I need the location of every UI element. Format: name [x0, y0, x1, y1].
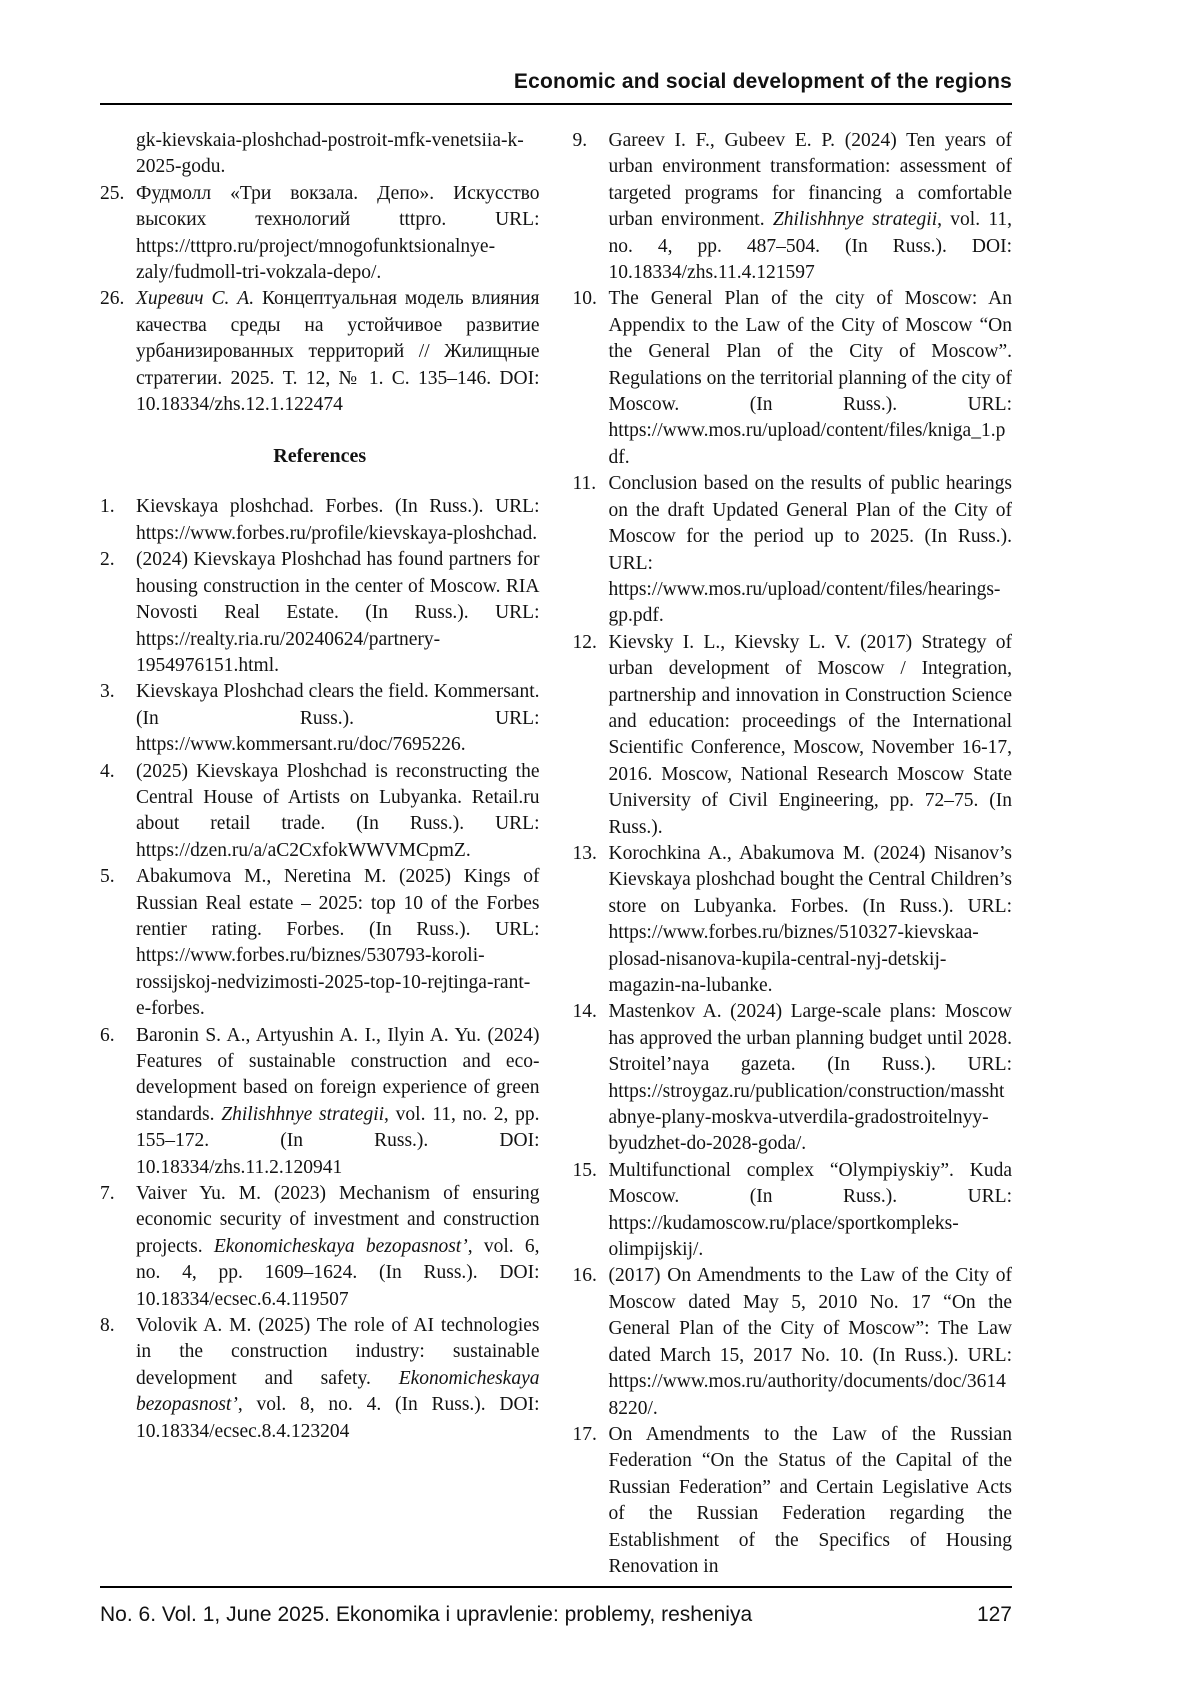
- reference-text: [609, 630, 1013, 841]
- reference-text: [609, 1422, 1013, 1580]
- reference-text: [136, 181, 540, 287]
- reference-number: 6.: [100, 1024, 115, 1046]
- reference-number: 9.: [572, 130, 588, 151]
- reference-text-segment: The General Plan of the city of Moscow: An Appendix to the Law of the City of Moscow “On the General Plan of the City of Moscow”. Regulations on the territorial planning of the city of Moscow. (In Russ.). URL: https://www.mos.ru/upload/content/files/kniga_1.pdf.: [608, 288, 1012, 468]
- reference-text-segment: Vaiver Yu. M. (2023) Mechanism of ensuring economic security of investment and construction projects.: [136, 1183, 540, 1257]
- reference-text: [609, 286, 1013, 471]
- reference-text-segment: Conclusion based on the results of public hearings on the draft Updated General Plan of the City of Moscow for the period up to 2025. (In Russ.). URL: https://www.mos.ru/upload/content/files/hearings-gp.pdf.: [608, 473, 1012, 627]
- reference-text-segment: (2024) Kievskaya Ploshchad has found partners for housing construction in the center of Moscow. RIA Novosti Real Estate. (In Russ.). URL: https://realty.ria.ru/20240624/partnery-1954976151.html.: [136, 549, 540, 676]
- reference-text: [609, 128, 1013, 286]
- reference-text-segment: Mastenkov A. (2024) Large-scale plans: Moscow has approved the urban planning budget until 2028. Stroitel’naya gazeta. (In Russ.). URL: https://stroygaz.ru/publication/construction/masshtabnye-plany-moskva-utverdila-gradostroitelnyy-byudzhet-do-2028-goda/.: [608, 1001, 1012, 1155]
- reference-item: [100, 759, 540, 865]
- reference-number: 16.: [572, 1265, 597, 1287]
- reference-text: [609, 841, 1013, 999]
- reference-item: [573, 1422, 1013, 1580]
- reference-number: 13.: [572, 842, 597, 864]
- reference-text: [136, 864, 540, 1022]
- reference-text: [136, 1023, 540, 1181]
- reference-text-segment: Kievskaya ploshchad. Forbes. (In Russ.). URL: https://www.forbes.ru/profile/kievskaya-ploshchad.: [136, 496, 540, 544]
- reference-item: [100, 286, 540, 418]
- reference-number: 17.: [572, 1423, 597, 1445]
- references-columns: [100, 128, 1012, 1580]
- reference-number: 8.: [100, 1315, 115, 1337]
- reference-text: [609, 1263, 1013, 1421]
- reference-text-segment: On Amendments to the Law of the Russian Federation “On the Status of the Capital of the Russian Federation” and Certain Legislative Acts of the Russian Federation regarding the Establishment of the Specifics of Housing Renovation in: [608, 1423, 1012, 1577]
- reference-text-segment: , vol. 8, no. 4. (In Russ.). DOI: 10.18334/ecsec.8.4.123204: [136, 1394, 540, 1442]
- reference-item: [100, 547, 540, 679]
- reference-number: 12.: [572, 631, 597, 653]
- reference-item: [573, 471, 1013, 629]
- reference-item: [100, 181, 540, 287]
- reference-item: [100, 1181, 540, 1313]
- page-header: [100, 70, 1012, 105]
- page-number: 127: [976, 1603, 1012, 1626]
- reference-number: 7.: [100, 1183, 115, 1205]
- reference-text-italic-segment: Ekonomicheskaya bezopasnost’: [136, 1367, 540, 1416]
- reference-text: [136, 128, 540, 181]
- reference-text-italic-segment: Ekonomicheskaya bezopasnost’: [213, 1235, 468, 1257]
- reference-text-italic-segment: Хиревич С. А.: [136, 288, 255, 310]
- reference-continuation: [100, 128, 540, 181]
- reference-text-segment: Baronin S. A., Artyushin A. I., Ilyin A. Yu. (2024) Features of sustainable construction and eco-development based on foreign experience of green standards.: [136, 1024, 540, 1125]
- reference-number: [100, 128, 136, 181]
- reference-item: [100, 1313, 540, 1445]
- reference-number: 11.: [572, 473, 597, 495]
- footer-row: [100, 1603, 1012, 1627]
- reference-text-segment: Фудмолл «Три вокзала. Депо». Искусство высоких технологий tttpro. URL: https://tttpro.ru/project/mnogofunktsionalnye-zaly/fudmoll-tri-vokzala-depo/.: [136, 182, 540, 284]
- reference-text: [136, 759, 540, 865]
- reference-text: [136, 494, 540, 547]
- header-rule: [100, 103, 1012, 105]
- reference-text-segment: , vol. 6, no. 4, pp. 1609–1624. (In Russ.). DOI: 10.18334/ecsec.6.4.119507: [136, 1235, 540, 1310]
- reference-text-segment: , vol. 11, no. 4, pp. 487–504. (In Russ.). DOI: 10.18334/zhs.11.4.121597: [608, 209, 1012, 284]
- reference-text-segment: Концептуальная модель влияния качества среды на устойчивое развитие урбанизированных территорий // Жилищные стратегии. 2025. Т. 12, № 1. С. 135–146. DOI: 10.18334/zhs.12.1.122474: [136, 288, 540, 416]
- reference-text: [609, 1158, 1013, 1264]
- reference-item: [100, 1023, 540, 1181]
- footer-journal-line: No. 6. Vol. 1, June 2025. Ekonomika i upravlenie: problemy, resheniya: [100, 1603, 753, 1626]
- reference-item: [100, 494, 540, 547]
- reference-text: [609, 999, 1013, 1157]
- reference-text: [136, 286, 540, 418]
- reference-text-segment: Abakumova M., Neretina M. (2025) Kings of Russian Real estate – 2025: top 10 of the Forbes rentier rating. Forbes. (In Russ.). URL: https://www.forbes.ru/biznes/530793-koroli-rossijskoj-nedvizimosti-2025-top-10-rejtinga-rant-e-forbes.: [136, 866, 540, 1020]
- reference-item: [573, 128, 1013, 286]
- reference-item: [573, 1263, 1013, 1421]
- reference-text-segment: Kievsky I. L., Kievsky L. V. (2017) Strategy of urban development of Moscow / Integration, partnership and innovation in Construction Science and education: proceedings of the International Scientific Conference, Moscow, November 16-17, 2016. Moscow, National Research Moscow State University of Civil Engineering, pp. 72–75. (In Russ.).: [608, 631, 1012, 838]
- reference-item: [573, 999, 1013, 1157]
- reference-text-segment: Gareev I. F., Gubeev E. P. (2024) Ten years of urban environment transformation: assessment of targeted programs for financing a comfortable urban environment.: [608, 130, 1012, 231]
- reference-text-segment: (2025) Kievskaya Ploshchad is reconstructing the Central House of Artists on Lubyanka. Retail.ru about retail trade. (In Russ.). URL: https://dzen.ru/a/aC2CxfokWWVMCpmZ.: [136, 760, 540, 861]
- reference-number: 4.: [100, 760, 115, 782]
- reference-text: [609, 471, 1013, 629]
- references-heading: References: [273, 445, 367, 468]
- reference-text: [136, 1313, 540, 1445]
- reference-number: 5.: [100, 866, 115, 888]
- reference-text-segment: Kievskaya Ploshchad clears the field. Kommersant. (In Russ.). URL: https://www.kommersant.ru/doc/7695226.: [136, 681, 540, 756]
- reference-number: 26.: [100, 288, 125, 310]
- reference-text-italic-segment: Zhilishhnye strategii: [772, 209, 938, 231]
- reference-number: 1.: [100, 496, 115, 518]
- left-column: [100, 128, 540, 1580]
- reference-number: 10.: [572, 288, 597, 310]
- reference-text-segment: Korochkina A., Abakumova M. (2024) Nisanov’s Kievskaya ploshchad bought the Central Children’s store on Lubyanka. Forbes. (In Russ.). URL: https://www.forbes.ru/biznes/510327-kievskaa-plosad-nisanova-kupila-central-nyj-detskij-magazin-na-lubanke.: [608, 842, 1012, 996]
- reference-item: [573, 1158, 1013, 1264]
- reference-item: [573, 286, 1013, 471]
- reference-item: [573, 841, 1013, 999]
- reference-text-segment: , vol. 11, no. 2, pp. 155–172. (In Russ.). DOI: 10.18334/zhs.11.2.120941: [136, 1103, 540, 1178]
- reference-number: 3.: [100, 681, 115, 703]
- reference-text-italic-segment: Zhilishhnye strategii: [221, 1103, 385, 1125]
- reference-text: [136, 679, 540, 758]
- right-column: [573, 128, 1013, 1580]
- reference-item: [573, 630, 1013, 841]
- reference-text: [136, 1181, 540, 1313]
- reference-text: [136, 547, 540, 679]
- reference-number: 15.: [572, 1159, 597, 1181]
- footer-rule: [100, 1586, 1012, 1588]
- reference-text-segment: (2017) On Amendments to the Law of the City of Moscow dated May 5, 2010 No. 17 “On the General Plan of the City of Moscow”: The Law dated March 15, 2017 No. 10. (In Russ.). URL: https://www.mos.ru/authority/documents/doc/36148220/.: [608, 1265, 1012, 1419]
- reference-item: [100, 679, 540, 758]
- reference-text-segment: Multifunctional complex “Olympiyskiy”. Kuda Moscow. (In Russ.). URL: https://kudamoscow.ru/place/sportkompleks-olimpijskij/.: [608, 1159, 1012, 1261]
- reference-text-segment: gk-kievskaia-ploshchad-postroit-mfk-venetsiia-k-2025-godu.: [136, 130, 524, 178]
- page-footer: [100, 1586, 1012, 1627]
- reference-number: 2.: [100, 549, 115, 571]
- reference-number: 25.: [100, 182, 125, 204]
- reference-item: [100, 864, 540, 1022]
- reference-text-segment: Volovik A. M. (2025) The role of AI technologies in the construction industry: sustainable development and safety.: [136, 1315, 540, 1389]
- reference-number: 14.: [572, 1001, 597, 1023]
- running-head-title: Economic and social development of the regions: [513, 70, 1012, 93]
